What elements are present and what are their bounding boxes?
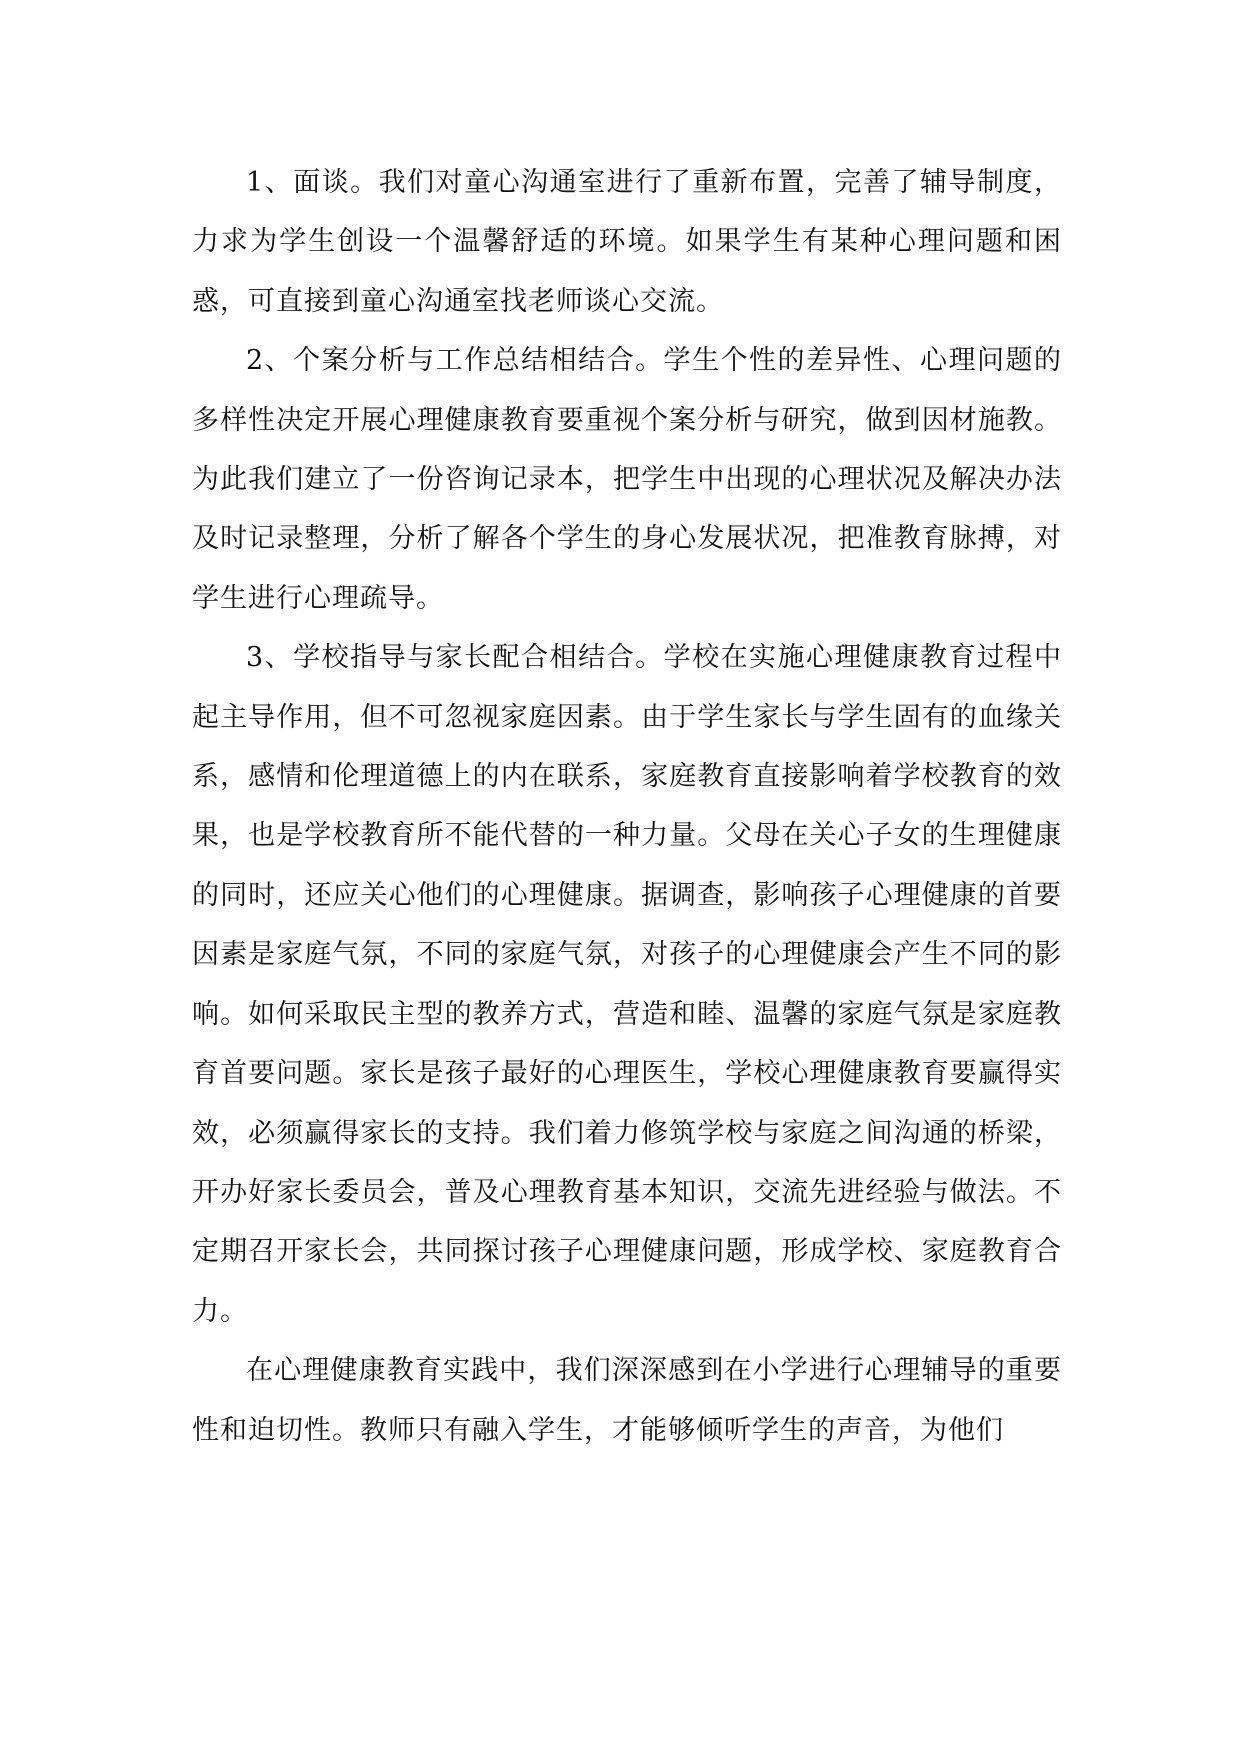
paragraph-school-family-cooperation: 3、学校指导与家长配合相结合。学校在实施心理健康教育过程中起主导作用，但不可忽视家庭因素。由于学生家长与学生固有的血缘关系，感情和伦理道德上的内在联系，家庭教育直接影响着学校教育的效果，也是学校教育所不能代替的一种力量。父母在关心子女的生理健康的同时，还应关心他们的心理健康。据调查，影响孩子心理健康的首要因素是家庭气氛，不同的家庭气氛，对孩子的心理健康会产生不同的影响。如何采取民主型的教养方式，营造和睦、温馨的家庭气氛是家庭教育首要问题。家长是孩子最好的心理医生，学校心理健康教育要赢得实效，必须赢得家长的支持。我们着力修筑学校与家庭之间沟通的桥梁，开办好家长委员会，普及心理教育基本知识，交流先进经验与做法。不定期召开家长会，共同探讨孩子心理健康问题，形成学校、家庭教育合力。 [192,642,1062,1327]
paragraph-case-analysis: 2、个案分析与工作总结相结合。学生个性的差异性、心理问题的多样性决定开展心理健康教育要重视个案分析与研究，做到因材施教。为此我们建立了一份咨询记录本，把学生中出现的心理状况及解决办法及时记录整理，分析了解各个学生的身心发展状况，把准教育脉搏，对学生进行心理疏导。 [192,345,1062,614]
paragraph-counseling-interview: 1、面谈。我们对童心沟通室进行了重新布置，完善了辅导制度，力求为学生创设一个温馨舒适的环境。如果学生有某种心理问题和困惑，可直接到童心沟通室找老师谈心交流。 [192,167,1062,317]
document-body [192,153,1062,1460]
paragraph-practice-reflection: 在心理健康教育实践中，我们深深感到在小学进行心理辅导的重要性和迫切性。教师只有融入学生，才能够倾听学生的声音，为他们 [192,1355,1062,1446]
